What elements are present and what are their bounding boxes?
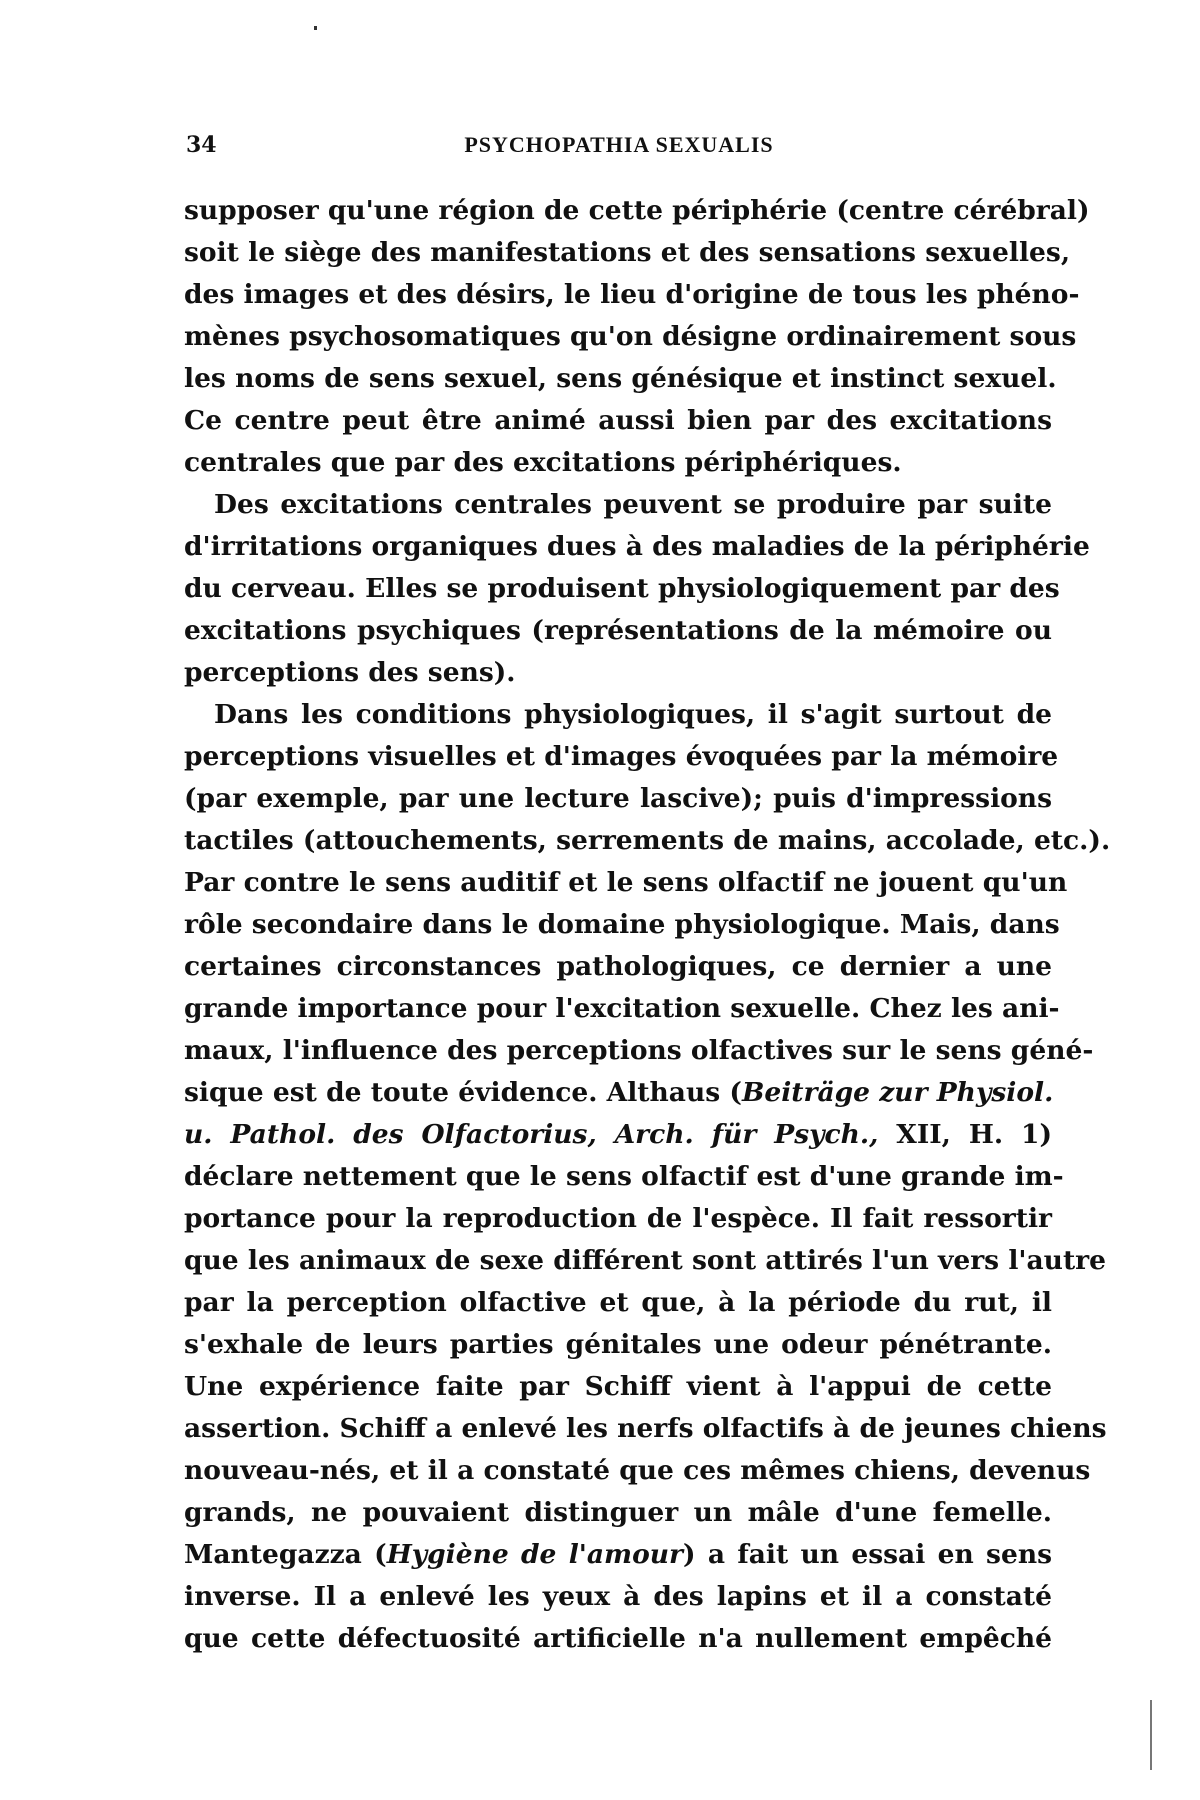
text-line [184,1492,1052,1534]
body-text [184,190,1111,1660]
text-line [184,1282,1052,1324]
text-segment: du cerveau. Elles se produisent physiologiquement par des [184,573,1060,604]
scan-speck [314,26,317,30]
text-segment: que cette défectuosité artificielle n'a nullement empêché [184,1623,1052,1654]
text-segment: s'exhale de leurs parties génitales une odeur pénétrante. [184,1329,1052,1360]
text-line [184,568,1060,610]
page-number: 34 [186,132,217,158]
text-line [184,1114,1052,1156]
text-line [184,1198,1052,1240]
running-title: PSYCHOPATHIA SEXUALIS [464,132,774,157]
text-line [184,694,1052,736]
text-line [184,1030,1094,1072]
text-segment: perceptions des sens). [184,657,516,688]
text-segment: tactiles (attouchements, serrements de mains, accolade, etc.). [184,825,1111,856]
text-line [184,610,1052,652]
text-segment: mènes psychosomatiques qu'on désigne ordinairement sous [184,321,1077,352]
text-segment: excitations psychiques (représentations de la mémoire ou [184,615,1052,646]
text-segment: XII, H. 1) [878,1119,1053,1150]
text-segment: portance pour la reproduction de l'espèce. Il fait ressortir [184,1203,1052,1234]
text-line [184,988,1060,1030]
text-segment: les noms de sens sexuel, sens génésique et instinct sexuel. [184,363,1057,394]
italic-citation: Hygiène de l'amour [386,1539,684,1570]
text-segment: Une expérience faite par Schiff vient à l'appui de cette [184,1371,1052,1402]
text-line [184,1072,1052,1114]
text-line [184,904,1060,946]
text-line [184,862,1068,904]
text-line [184,1534,1052,1576]
text-line [184,442,1052,484]
text-line [184,736,1059,778]
text-line [184,1408,1107,1450]
text-segment: inverse. Il a enlevé les yeux à des lapins et il a constaté [184,1581,1052,1612]
text-segment: Par contre le sens auditif et le sens olfactif ne jouent qu'un [184,867,1068,898]
text-line [184,1618,1052,1660]
text-line [184,820,1111,862]
page-header [186,132,1052,168]
text-segment: Dans les conditions physiologiques, il s'agit surtout de [214,699,1052,730]
text-segment: rôle secondaire dans le domaine physiologique. Mais, dans [184,909,1060,940]
text-line [184,1366,1052,1408]
text-segment: des images et des désirs, le lieu d'origine de tous les phéno- [184,279,1080,310]
italic-citation: Beiträge zur Physiol. [741,1077,1054,1108]
text-segment: grande importance pour l'excitation sexuelle. Chez les ani- [184,993,1060,1024]
text-line [184,1156,1064,1198]
text-segment: centrales que par des excitations périphériques. [184,447,902,478]
italic-citation: u. Pathol. des Olfactorius, Arch. für Psych., [184,1119,879,1150]
text-segment: nouveau-nés, et il a constaté que ces mêmes chiens, devenus [184,1455,1091,1486]
text-line [184,484,1052,526]
text-line [184,358,1057,400]
text-segment: d'irritations organiques dues à des maladies de la périphérie [184,531,1090,562]
text-line [184,274,1080,316]
text-segment: certaines circonstances pathologiques, ce dernier a une [184,951,1052,982]
text-line [184,1450,1091,1492]
text-line [184,190,1090,232]
text-line [184,946,1052,988]
text-line [184,316,1077,358]
text-segment: supposer qu'une région de cette périphérie (centre cérébral) [184,195,1090,226]
text-line [184,1324,1052,1366]
text-segment: (par exemple, par une lecture lascive); puis d'impressions [184,783,1052,814]
text-line [184,778,1052,820]
text-segment: Des excitations centrales peuvent se produire par suite [214,489,1052,520]
text-segment: Ce centre peut être animé aussi bien par des excitations [184,405,1052,436]
text-segment: déclare nettement que le sens olfactif est d'une grande im- [184,1161,1064,1192]
text-segment: grands, ne pouvaient distinguer un mâle d'une femelle. [184,1497,1052,1528]
text-segment: ) a fait un essai en sens [683,1539,1052,1570]
text-segment: soit le siège des manifestations et des sensations sexuelles, [184,237,1071,268]
text-line [184,400,1052,442]
text-segment: sique est de toute évidence. Althaus ( [184,1077,742,1108]
text-line [184,1240,1107,1282]
text-line [184,232,1071,274]
text-segment: perceptions visuelles et d'images évoquées par la mémoire [184,741,1059,772]
text-line [184,652,1052,694]
text-line [184,1576,1052,1618]
text-segment: par la perception olfactive et que, à la période du rut, il [184,1287,1052,1318]
text-segment: Mantegazza ( [184,1539,387,1570]
text-segment: maux, l'influence des perceptions olfactives sur le sens géné- [184,1035,1094,1066]
text-segment: que les animaux de sexe différent sont attirés l'un vers l'autre [184,1245,1107,1276]
text-line [184,526,1090,568]
scan-speck [1150,1700,1152,1770]
text-segment: assertion. Schiff a enlevé les nerfs olfactifs à de jeunes chiens [184,1413,1107,1444]
